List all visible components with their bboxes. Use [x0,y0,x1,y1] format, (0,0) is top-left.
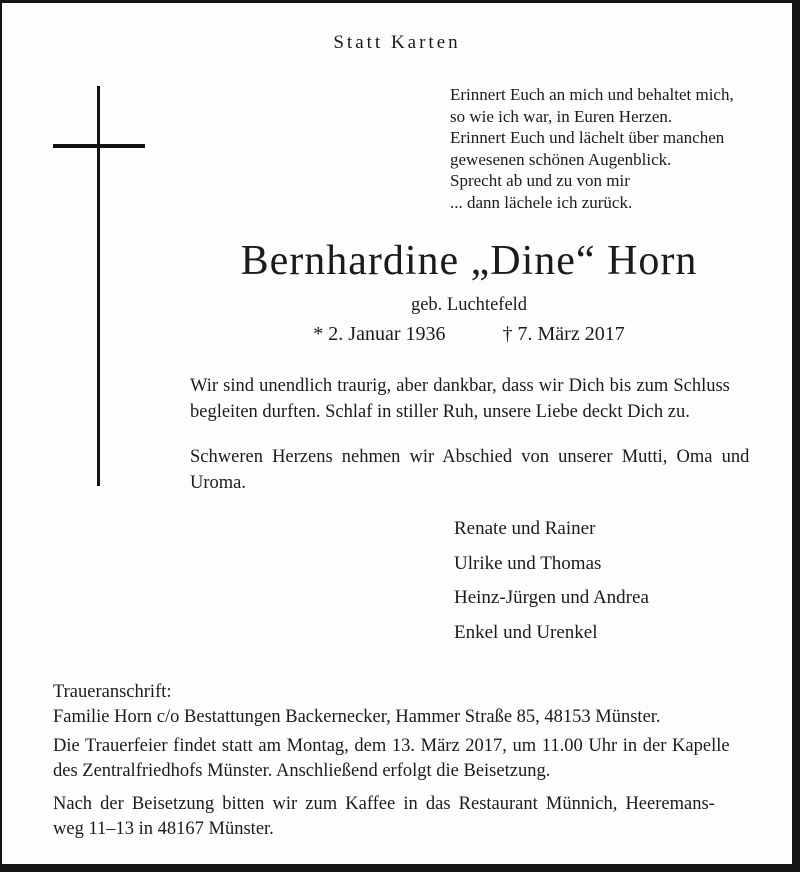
grief-paragraph-line: begleiten durften. Schlaf in stiller Ruh, unsere Liebe deckt Dich zu. [190,402,690,422]
maiden-name: geb. Luchtefeld [410,295,528,315]
mourning-address-block [53,680,747,730]
reception-line: weg 11–13 in 48167 Münster. [53,819,274,839]
funeral-service-line: des Zentralfriedhofs Münster. Anschließend erfolgt die Beisetzung. [53,761,551,781]
poem-line: gewesenen schönen Augenblick. [450,149,672,169]
mourning-address: Familie Horn c/o Bestattungen Backernecker, Hammer Straße 85, 48153 Münster. [53,707,661,727]
death-date: † 7. März 2017 [502,323,625,345]
reception-info [53,792,747,842]
mourning-address-label: Traueranschrift: [53,682,172,702]
poem-line: Erinnert Euch an mich und behaltet mich, [450,85,734,104]
grief-paragraph [190,373,748,425]
cross-horizontal-bar [53,144,145,148]
poem-line: Erinnert Euch und lächelt über manchen [450,128,725,147]
memorial-poem [450,84,734,213]
mourners-list [454,512,649,650]
farewell-paragraph-line: Uroma. [190,473,246,493]
poem-line: Sprecht ab und zu von mir [450,171,630,190]
mourner-item: Enkel und Urenkel [454,621,598,643]
mourner-item: Renate und Rainer [454,518,596,539]
funeral-service-line: Die Trauerfeier findet statt am Montag, dem 13. März 2017, um 11.00 Uhr in der Kapelle [53,736,730,756]
poem-line: so wie ich war, in Euren Herzen. [450,106,673,126]
poem-line: ... dann lächele ich zurück. [450,192,633,212]
funeral-service-info [53,734,747,784]
mourner-item: Heinz-Jürgen und Andrea [454,587,649,608]
header-statt-karten: Statt Karten [333,32,461,53]
farewell-paragraph [190,444,748,496]
reception-line: Nach der Beisetzung bitten wir zum Kaffee in das Restaurant Münnich, Heeremans- [53,794,715,814]
life-dates [190,323,748,346]
farewell-paragraph-line: Schweren Herzens nehmen wir Abschied von unserer Mutti, Oma und [190,447,750,467]
grief-paragraph-line: Wir sind unendlich traurig, aber dankbar, dass wir Dich bis zum Schluss [190,376,730,396]
deceased-name: Bernhardine „Dine“ Horn [240,238,698,284]
birth-date: * 2. Januar 1936 [313,323,446,345]
mourner-item: Ulrike und Thomas [454,552,602,574]
